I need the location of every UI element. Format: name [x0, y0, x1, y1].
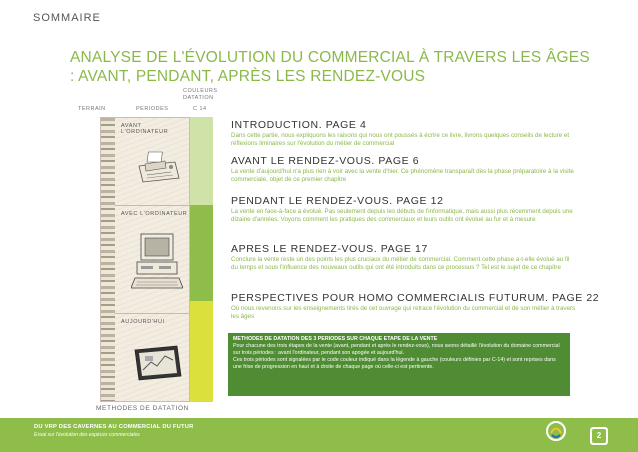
toc-description: Conclure la vente reste un des points les plus cruciaux du métier de commercial. Comment cette phase a-t-elle évolué au fil du temps et sous l'influence des nouveaux outils qui ont été introduits dans ce processus ? Tel est le sujet de ce chapitre [231, 256, 570, 271]
toc-item-perspectives[interactable] [231, 292, 600, 321]
desktop-computer-icon [131, 230, 183, 292]
layer-today [115, 314, 189, 402]
tablet-icon [129, 344, 185, 382]
brand-logo-icon [545, 420, 567, 442]
layer-before-computer [115, 118, 189, 206]
note-paragraph: Ces trois périodes sont signalées par le code couleur indiqué dans la légende à gauche (couleurs définies par C-14) et sont reprises dans une frise de progression en haut et à droite de chaque page où celle-ci est pertinente. [233, 357, 556, 370]
footer-book-title: DU VRP DES CAVERNES AU COMMERCIAL DU FUTUR [34, 424, 194, 430]
toc-title: PENDANT LE RENDEZ-VOUS. PAGE 12 [231, 195, 444, 207]
toc-description: La vente d'aujourd'hui n'a plus rien à voir avec la vente d'hier. Ce phénomène transparaît dès la phase préparatoire à la visite commerciale, objet de ce premier chapitre [231, 168, 574, 183]
col-header-terrain: TERRAIN [78, 106, 106, 112]
toc-title: INTRODUCTION. PAGE 4 [231, 119, 367, 131]
note-paragraph: Pour chacune des trois étapes de la vente (avant, pendant et après le rendez-vous), nous avons détaillé l'évolution du domaine commercial sur trois périodes : avant l'ordinateur, pendant son apogée et aujourd'hui. [233, 343, 560, 356]
toc-item-introduction[interactable] [231, 119, 576, 148]
toc-title: PERSPECTIVES POUR HOMO COMMERCIALIS FUTURUM. PAGE 22 [231, 292, 600, 304]
section-label: SOMMAIRE [33, 12, 101, 24]
page-title: ANALYSE DE L'ÉVOLUTION DU COMMERCIAL À TRAVERS LES ÂGES : AVANT, PENDANT, APRÈS LES RENDEZ-VOUS [70, 49, 590, 85]
layer-label: AUJOURD'HUI [121, 319, 165, 325]
layer-with-computer [115, 206, 189, 314]
page-number-badge [590, 427, 608, 445]
col-header-periodes: PERIODES [136, 106, 169, 112]
stratum-diagram [100, 117, 190, 402]
toc-description: La vente en face-à-face a évolué. Pas seulement depuis les débuts de l'informatique, mais aussi plus récemment depuis une dizaine d'années. Voyons comment les pratiques des commerciaux et leurs outils ont évolué au fur et à mesure [231, 208, 573, 223]
toc-title: AVANT LE RENDEZ-VOUS. PAGE 6 [231, 155, 420, 167]
rock-texture [101, 118, 115, 401]
dating-methods-label: METHODES DE DATATION [96, 405, 189, 412]
col-header-couleurs: COULEURS DATATION [183, 88, 218, 101]
fax-machine-icon [135, 148, 181, 188]
toc-item-pendant[interactable] [231, 195, 576, 224]
toc-description: Où nous revenons sur les enseignements tirés de cet ouvrage qui retrace l'évolution du commercial et de son métier à travers les âges [231, 305, 576, 320]
c14-color-yellow [190, 301, 213, 402]
c14-color-pale [190, 117, 213, 205]
footer-subtitle: Essai sur l'évolution des espèces commerciales [34, 432, 140, 438]
dating-methods-note [228, 333, 570, 396]
note-heading: METHODES DE DATATION DES 3 PERIODES SUR CHAQUE ETAPE DE LA VENTE [233, 336, 438, 342]
toc-item-avant[interactable] [231, 155, 576, 184]
layer-label: AVEC L'ORDINATEUR [121, 211, 188, 217]
toc-title: APRES LE RENDEZ-VOUS. PAGE 17 [231, 243, 428, 255]
col-header-c14: C 14 [193, 106, 207, 112]
layer-label: AVANT L'ORDINATEUR [121, 123, 169, 135]
page-number: 2 [592, 429, 606, 443]
toc-description: Dans cette partie, nous expliquons les raisons qui nous ont poussés à écrire ce livre, livrons quelques conseils de lecture et réflexions liminaires sur l'évolution du métier de commercial [231, 132, 570, 147]
toc-item-apres[interactable] [231, 243, 576, 272]
c14-color-green [190, 205, 213, 301]
